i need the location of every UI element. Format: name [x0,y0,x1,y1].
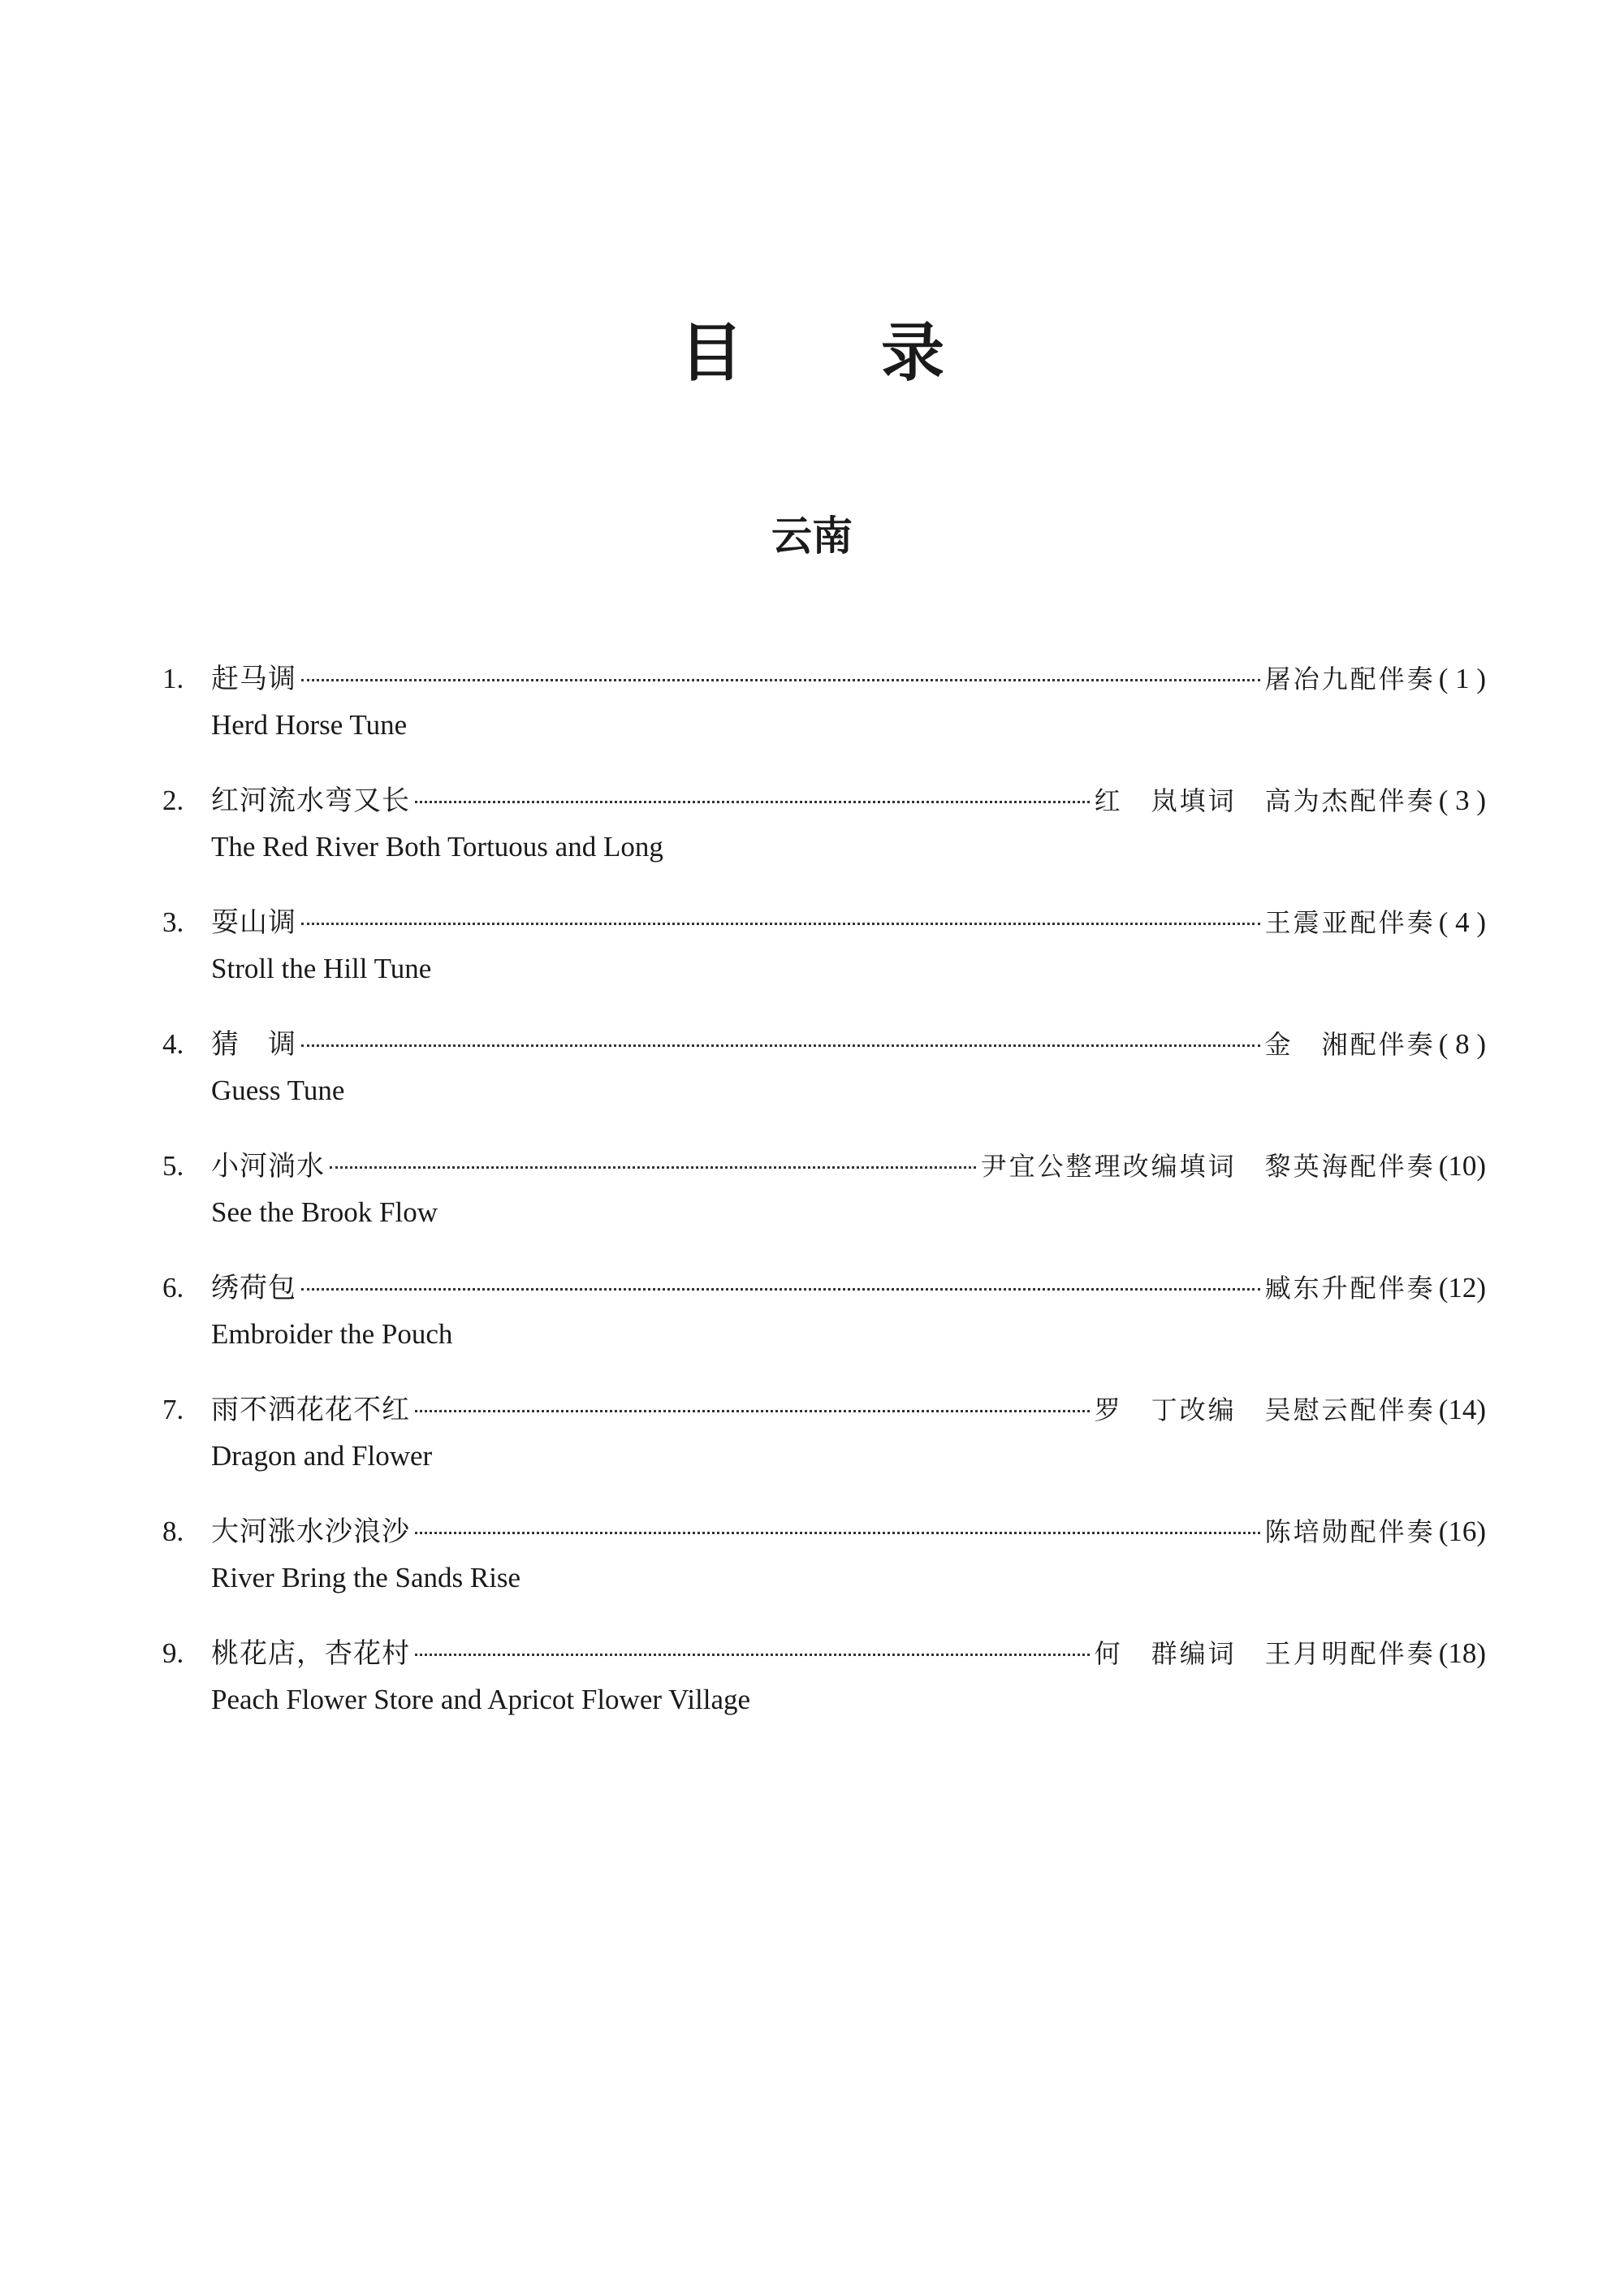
toc-entry-row [162,1387,1486,1433]
entry-page-number: (14) [1438,1394,1486,1425]
table-of-contents [162,656,1486,1753]
entry-chinese-title: 大河涨水沙浪沙 [211,1516,410,1548]
entry-chinese-title: 耍山调 [211,906,296,939]
dot-leader [415,801,1090,803]
dot-leader [301,1288,1260,1291]
page-title-char-2: 录 [881,317,945,390]
toc-entry-row [162,1631,1486,1676]
page-title [0,313,1624,394]
entry-credit: 屠冶九配伴奏 [1264,664,1436,694]
entry-credit: 陈培勋配伴奏 [1264,1516,1436,1547]
entry-page-number: (10) [1438,1150,1486,1182]
dot-leader [301,923,1260,925]
entry-page-number: (16) [1438,1516,1486,1547]
toc-entry[interactable] [162,1387,1486,1509]
entry-english-title: Herd Horse Tune [211,709,408,741]
toc-entry-row [162,656,1486,702]
entry-page-number: (18) [1438,1637,1486,1669]
entry-chinese-title: 红河流水弯又长 [211,785,410,817]
entry-chinese-title: 绣荷包 [211,1272,296,1304]
entry-english-title: Embroider the Pouch [211,1318,453,1350]
toc-entry[interactable] [162,656,1486,778]
toc-entry[interactable] [162,1631,1486,1753]
entry-english-title: See the Brook Flow [211,1196,438,1228]
toc-entry-row [162,1144,1486,1189]
entry-credit: 何 群编词 王月明配伴奏 [1094,1638,1436,1669]
entry-page-number: ( 8 ) [1438,1028,1486,1060]
entry-number: 6. [162,1272,184,1304]
entry-number: 9. [162,1637,184,1669]
entry-english-title: Peach Flower Store and Apricot Flower Village [211,1684,751,1715]
page-title-char-1: 目 [679,317,743,390]
entry-chinese-title: 小河淌水 [211,1150,325,1183]
entry-page-number: ( 1 ) [1438,663,1486,694]
dot-leader [301,679,1260,681]
toc-entry[interactable] [162,1265,1486,1387]
entry-number: 4. [162,1028,184,1060]
entry-number: 1. [162,663,184,694]
toc-entry-row [162,1022,1486,1067]
entry-english-title: The Red River Both Tortuous and Long [211,831,663,863]
entry-credit: 臧东升配伴奏 [1264,1273,1436,1304]
section-title: 云南 [771,512,853,560]
dot-leader [330,1166,976,1169]
toc-entry-row [162,900,1486,945]
entry-credit: 红 岚填词 高为杰配伴奏 [1094,785,1436,816]
toc-entry[interactable] [162,900,1486,1022]
entry-chinese-title: 赶马调 [211,663,296,695]
entry-page-number: ( 4 ) [1438,906,1486,938]
entry-number: 7. [162,1394,184,1425]
dot-leader [415,1410,1090,1412]
entry-number: 3. [162,906,184,938]
entry-credit: 尹宜公整理改编填词 黎英海配伴奏 [980,1151,1436,1182]
dot-leader [415,1532,1260,1534]
toc-entry[interactable] [162,1509,1486,1631]
entry-english-title: Dragon and Flower [211,1440,433,1472]
entry-number: 8. [162,1516,184,1547]
entry-credit: 罗 丁改编 吴慰云配伴奏 [1094,1394,1436,1425]
entry-page-number: (12) [1438,1272,1486,1304]
dot-leader [415,1654,1090,1656]
entry-chinese-title: 桃花店，杏花村 [211,1637,410,1670]
toc-entry-row [162,1265,1486,1311]
toc-entry[interactable] [162,1144,1486,1265]
toc-entry-row [162,1509,1486,1554]
entry-english-title: Stroll the Hill Tune [211,953,432,984]
entry-credit: 金 湘配伴奏 [1264,1029,1436,1060]
entry-number: 5. [162,1150,184,1182]
entry-credit: 王震亚配伴奏 [1264,907,1436,938]
entry-english-title: Guess Tune [211,1074,345,1106]
toc-entry[interactable] [162,1022,1486,1144]
entry-page-number: ( 3 ) [1438,785,1486,816]
toc-entry-row [162,778,1486,824]
entry-number: 2. [162,785,184,816]
toc-entry[interactable] [162,778,1486,900]
entry-chinese-title: 雨不洒花花不红 [211,1394,410,1426]
entry-english-title: River Bring the Sands Rise [211,1562,521,1593]
dot-leader [301,1044,1260,1047]
entry-chinese-title: 猜 调 [211,1028,296,1061]
